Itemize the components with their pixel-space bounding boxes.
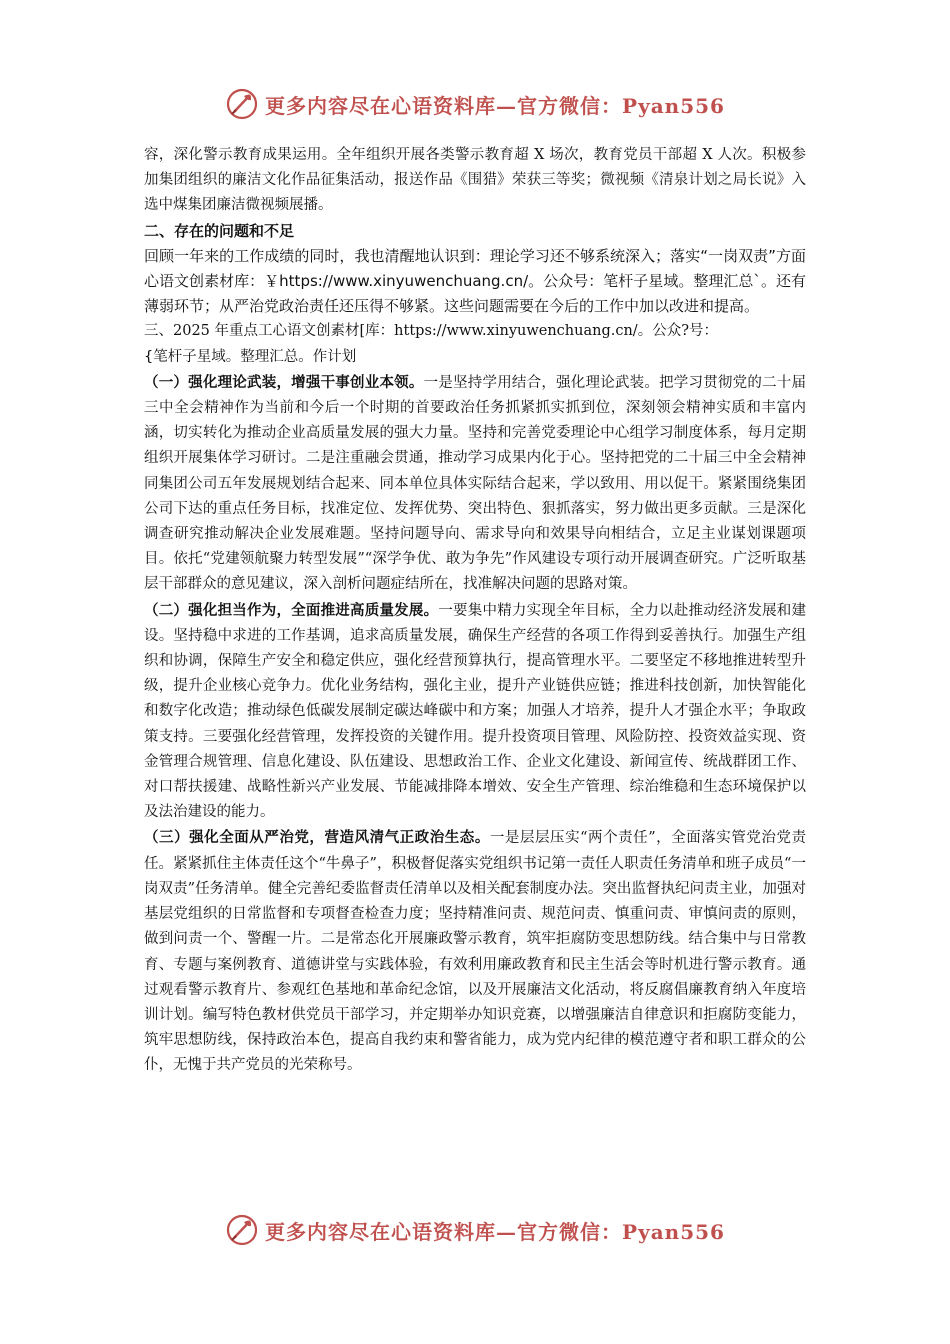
plan-item-2-body: 一要集中精力实现全年目标，全力以赴推动经济发展和建设。坚持稳中求进的工作基调，追求高质量发展，确保生产经营的各项工作得到妥善执行。加强生产组织和协调，保障生产安全和稳定供应，强化经营预算执行，提高管理水平。二要坚定不移地推进转型升级，提升企业核心竞争力。优化业务结构，强化主业，提升产业链供应链；推进科技创新，加快智能化和数字化改造；推动绿色低碳发展制定碳达峰碳中和方案；加强人才培养，提升人才强企水平；争取政策支持。三要强化经营管理，发挥投资的关键作用。提升投资项目管理、风险防控、投资效益实现、资金管理合规管理、信息化建设、队伍建设、思想政治工作、企业文化建设、新闻宣传、统战群团工作、对口帮扶援建、战略性新兴产业发展、节能减排降本增效、安全生产管理、综治维稳和生态环境保护以及法治建设的能力。 [144, 602, 807, 821]
section-3-heading-part-b: {笔杆子星域。整理汇总。作计划 [144, 348, 357, 365]
section-3-heading-part-a: 三、2025 年重点工心语文创素材[库：https://www.xinyuwenchuang.cn/。公众?号： [144, 323, 718, 340]
section-3-heading [144, 319, 806, 369]
section-2-body: 回顾一年来的工作成绩的同时，我也清醒地认识到：理论学习还不够系统深入；落实“一岗双责”方面心语文创素材库：￥https://www.xinyuwenchuang.cn/。公众号：笔杆子星域。整理汇总`。还有薄弱环节；从严治党政治责任还压得不够紧。这些问题需要在今后的工作中加以改进和提高。 [144, 246, 806, 316]
banner-text: 更多内容尽在心语资料库—官方微信：Pyan556 [265, 1219, 725, 1244]
plan-item-1 [144, 370, 806, 598]
quill-logo-icon [225, 87, 259, 121]
header-banner [0, 84, 950, 124]
plan-item-1-body: 一是坚持学用结合，强化理论武装。把学习贯彻党的二十届三中全会精神作为当前和今后一个时期的首要政治任务抓紧抓实抓到位，深刻领会精神实质和丰富内涵，切实转化为推动企业高质量发展的强大力量。坚持和完善党委理论中心组学习制度体系，每月定期组织开展集体学习研讨。二是注重融会贯通，推动学习成果内化于心。坚持把党的二十届三中全会精神同集团公司五年发展规划结合起来、同本单位具体实际结合起来，学以致用、用以促干。紧紧围绕集团公司下达的重点任务目标，找准定位、发挥优势、突出特色、狠抓落实，努力做出更多贡献。三是深化调查研究推动解决企业发展难题。坚持问题导向、需求导向和效果导向相结合，立足主业谋划课题项目。依托“党建领航聚力转型发展”“深学争优、敢为争先”作风建设专项行动开展调查研究。广泛听取基层干部群众的意见建议，深入剖析问题症结所在，找准解决问题的思路对策。 [144, 374, 807, 593]
plan-item-2 [144, 598, 806, 826]
section-2-heading: 二、存在的问题和不足 [144, 221, 295, 240]
quill-logo-icon [225, 1213, 259, 1247]
intro-paragraph: 容，深化警示教育成果运用。全年组织开展各类警示教育超 X 场次，教育党员干部超 X 人次。积极参加集团组织的廉洁文化作品征集活动，报送作品《围猎》荣获三等奖；微视频《清泉计划之局长说》入选中煤集团廉洁微视频展播。 [144, 147, 806, 214]
plan-item-3-body: 一是层层压实“两个责任”，全面落实管党治党责任。紧紧抓住主体责任这个“牛鼻子”，积极督促落实党组织书记第一责任人职责任务清单和班子成员“一岗双责”任务清单。健全完善纪委监督责任清单以及相关配套制度办法。突出监督执纪问责主业，加强对基层党组织的日常监督和专项督查检查力度；坚持精准问责、规范问责、慎重问责、审慎问责的原则，做到问责一个、警醒一片。二是常态化开展廉政警示教育，筑牢拒腐防变思想防线。结合集中与日常教育、专题与案例教育、道德讲堂与实践体验，有效利用廉政教育和民主生活会等时机进行警示教育。通过观看警示教育片、参观红色基地和革命纪念馆，以及开展廉洁文化活动，将反腐倡廉教育纳入年度培训计划。编写特色教材供党员干部学习，并定期举办知识竞赛，以增强廉洁自律意识和拒腐防变能力，筑牢思想防线，保持政治本色，提高自我约束和警省能力，成为党内纪律的模范遵守者和职工群众的公仆，无愧于共产党员的光荣称号。 [144, 830, 806, 1074]
footer-banner [0, 1210, 950, 1250]
plan-item-2-title: （二）强化担当作为，全面推进高质量发展。 [144, 601, 439, 619]
banner-text: 更多内容尽在心语资料库—官方微信：Pyan556 [265, 93, 725, 118]
plan-item-1-title: （一）强化理论武装，增强干事创业本领。 [144, 373, 424, 391]
plan-item-3-title: （三）强化全面从严治党，营造风清气正政治生态。 [144, 829, 490, 847]
document-body [144, 143, 806, 1079]
plan-item-3 [144, 825, 806, 1078]
